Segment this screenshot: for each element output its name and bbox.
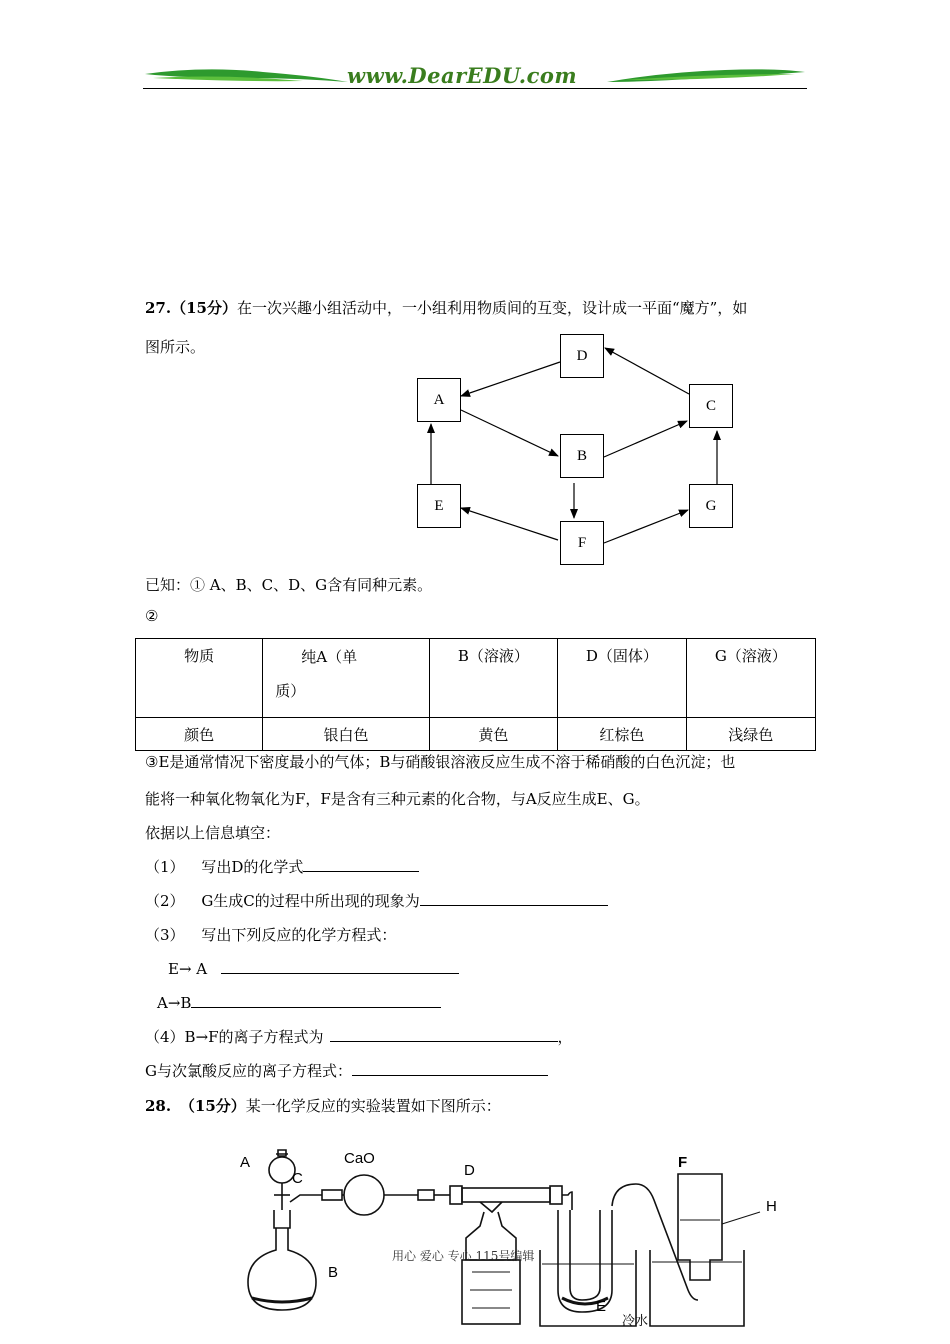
q27-intro-text: 在一次兴趣小组活动中，一小组利用物质间的互变，设计成一平面“魔方”，如	[236, 299, 748, 317]
apparatus-figure	[240, 1140, 800, 1344]
q27-item2	[145, 890, 608, 911]
q28-score: （15分）	[179, 1097, 246, 1115]
q27-score: （15分）	[171, 299, 237, 317]
header-a-line1: 纯A（单	[301, 648, 358, 666]
arrow-b-to-c	[604, 421, 687, 457]
q27-e-to-a	[168, 958, 459, 978]
answer-blank-e-to-a[interactable]	[221, 958, 459, 974]
properties-table	[135, 638, 816, 751]
table-header-cell: D（固体）	[558, 639, 686, 718]
box-c: C	[689, 384, 733, 428]
apparatus-drawing	[240, 1140, 800, 1344]
box-d: D	[560, 334, 604, 378]
diagram-arrows	[0, 0, 950, 600]
q27-item1	[145, 856, 419, 877]
table-cell: 黄色	[429, 718, 557, 751]
label-a: A	[240, 1154, 251, 1171]
item2-number: （2）	[145, 892, 185, 910]
answer-blank-a-to-b[interactable]	[191, 992, 441, 1008]
arrow-f-to-e	[461, 508, 558, 540]
table-header-row	[136, 639, 816, 718]
label-b: B	[328, 1264, 339, 1281]
conversion-diagram	[0, 0, 950, 600]
q27-instruction: 依据以上信息填空：	[145, 824, 281, 842]
site-name[interactable]: www.DearEDU.com	[347, 63, 578, 88]
box-a: A	[417, 378, 461, 422]
item-g-text: G与次氯酸反应的离子方程式：	[145, 1062, 352, 1080]
item2-text: G生成C的过程中所出现的现象为	[201, 892, 420, 910]
box-f: F	[560, 521, 604, 565]
q27-a-to-b	[157, 992, 441, 1012]
q27-known3-line1: ③E是通常情况下密度最小的气体；B与硝酸银溶液反应生成不溶于稀硝酸的白色沉淀；也	[145, 753, 736, 771]
table-cell: 浅绿色	[686, 718, 815, 751]
q27-item3	[145, 924, 396, 945]
box-g: G	[689, 484, 733, 528]
item3-number: （3）	[145, 926, 185, 944]
q27-item-g	[145, 1060, 548, 1081]
q27-known1: 已知：① A、B、C、D、G含有同种元素。	[145, 576, 433, 594]
q27-item4	[145, 1026, 573, 1047]
arrow-a-to-b	[461, 410, 558, 456]
page-footer: 用心 爱心 专心 115号编辑	[392, 1249, 535, 1263]
label-cold-water: 冷水	[622, 1314, 649, 1329]
label-d: D	[464, 1162, 475, 1179]
answer-blank-g[interactable]	[352, 1060, 548, 1076]
item1-number: （1）	[145, 858, 185, 876]
e-to-a-label: E→ A	[168, 960, 208, 978]
table-row	[136, 718, 816, 751]
label-cao: CaO	[344, 1150, 375, 1167]
answer-blank-2[interactable]	[420, 890, 608, 906]
table-header-cell	[263, 639, 429, 718]
q27-known2: ②	[145, 607, 159, 625]
label-h: H	[766, 1198, 777, 1215]
table-header-cell: B（溶液）	[429, 639, 557, 718]
table-cell: 红棕色	[558, 718, 686, 751]
table-cell: 银白色	[263, 718, 429, 751]
label-e: E	[596, 1298, 607, 1315]
label-f: F	[678, 1154, 688, 1171]
table-header-cell: 物质	[136, 639, 263, 718]
q28-number: 28.	[145, 1097, 172, 1115]
q28-intro	[145, 1095, 501, 1116]
q27-known3-line2: 能将一种氧化物氧化为F，F是含有三种元素的化合物，与A反应生成E、G。	[145, 790, 650, 808]
header-a-line2: 质）	[275, 682, 306, 700]
table-header-cell: G（溶液）	[686, 639, 815, 718]
table-cell: 颜色	[136, 718, 263, 751]
item4-tail: ，	[557, 1028, 573, 1046]
q28-intro-text: 某一化学反应的实验装置如下图所示：	[245, 1097, 501, 1115]
box-b: B	[560, 434, 604, 478]
arrow-c-to-d	[605, 348, 689, 394]
q27-number: 27.	[145, 299, 172, 317]
arrow-f-to-g	[604, 510, 688, 543]
item4-text: （4）B→F的离子方程式为	[145, 1028, 324, 1046]
a-to-b-label: A→B	[157, 994, 192, 1012]
q27-intro-line2: 图所示。	[145, 338, 206, 356]
answer-blank-4[interactable]	[330, 1026, 558, 1042]
item3-text: 写出下列反应的化学方程式：	[201, 926, 397, 944]
arrow-d-to-a	[461, 362, 560, 396]
item1-text: 写出D的化学式	[201, 858, 304, 876]
label-c: C	[292, 1170, 303, 1187]
box-e: E	[417, 484, 461, 528]
answer-blank-1[interactable]	[303, 856, 419, 872]
